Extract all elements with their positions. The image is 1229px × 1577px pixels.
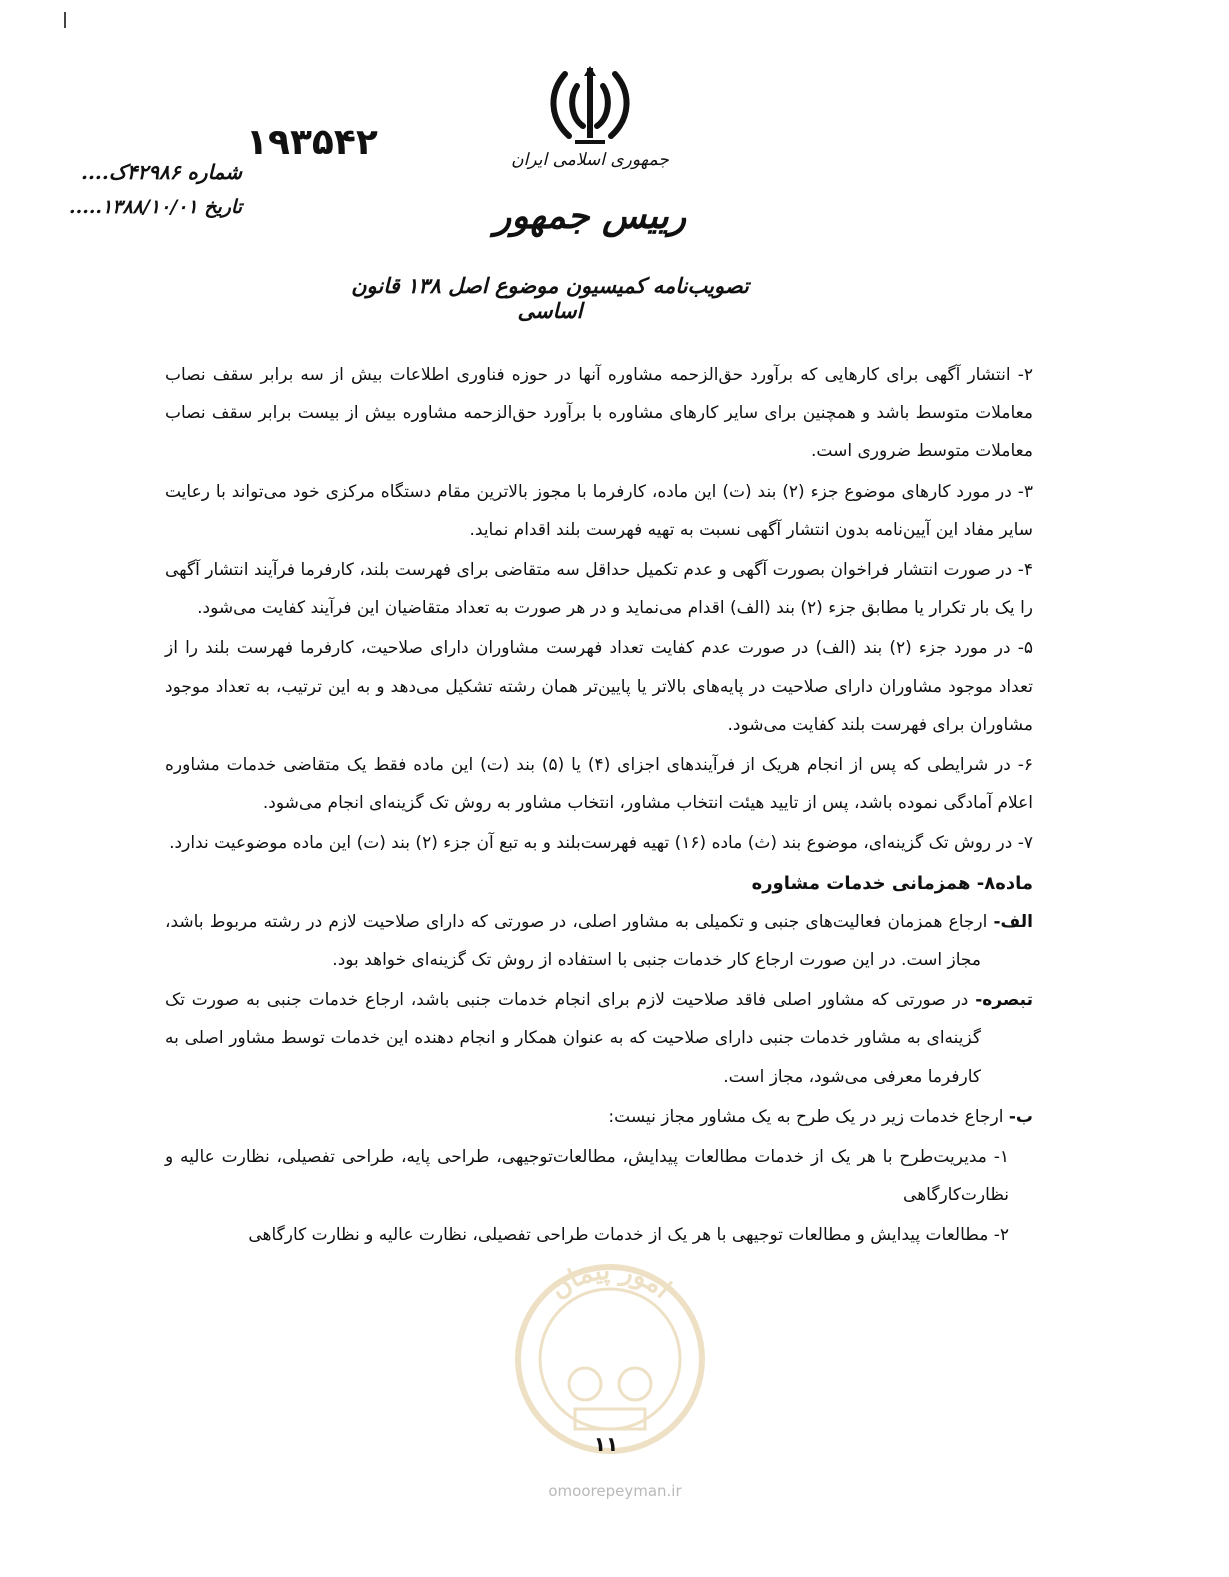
item-text: ۵- در مورد جزء (۲) بند (الف) در صورت عدم کفایت تعداد فهرست مشاوران دارای صلاحیت، کارفرما فهرست بلند را از تعداد موجود مشاوران دارای صلاحیت در پایه‌های بالاتر یا پایین‌تر همان رشته تشکیل می‌دهد و به این ترتیب، به تعداد موجود مشاوران برای فهرست بلند کفایت می‌شود. bbox=[165, 638, 1033, 735]
site-watermark[interactable]: omoorepeyman.ir bbox=[548, 1482, 682, 1500]
item-text: ۷- در روش تک گزینه‌ای، موضوع بند (ث) ماده (۱۶) تهیه فهرست‌بلند و به تبع آن جزء (۲) بند (ت) این ماده موضوعیت ندارد. bbox=[169, 833, 1033, 854]
item-text: ۲- انتشار آگهی برای کارهایی که برآورد حق‌الزحمه مشاوره آنها در حوزه فناوری اطلاعات بیش از سه برابر سقف نصاب معاملات متوسط باشد و همچنین برای سایر کارهای مشاوره با برآورد حق‌الزحمه مشاوره بیش از بیست برابر سقف نصاب معاملات متوسط ضروری است. bbox=[165, 365, 1033, 462]
article-heading: ماده۸- همزمانی خدمات مشاوره bbox=[751, 872, 1033, 894]
document-body bbox=[165, 356, 1033, 1257]
clause-label: ب- bbox=[1008, 1106, 1033, 1127]
clause-text: در صورتی که مشاور اصلی فاقد صلاحیت لازم برای انجام خدمات جنبی باشد، ارجاع خدمات جنبی به صورت تک گزینه‌ای به مشاور خدمات جنبی دارای صلاحیت که به عنوان همکار و انجام دهنده این خدمات توسط مشاور اصلی به کارفرما معرفی می‌شود، مجاز است. bbox=[165, 990, 981, 1087]
list-item bbox=[165, 356, 1033, 471]
clause-note bbox=[165, 981, 1033, 1096]
reference-date: تاریخ ۱۳۸۸/۱۰/۰۱..... bbox=[68, 196, 242, 218]
clause-label: تبصره- bbox=[975, 990, 1033, 1011]
clause-alef bbox=[165, 903, 1033, 979]
item-text: ۶- در شرایطی که پس از انجام هریک از فرآیندهای اجزای (۴) یا (۵) بند (ت) این ماده فقط یک متقاضی خدمات مشاوره اعلام آمادگی نموده باشد، پس از تایید هیئت انتخاب مشاور، انتخاب مشاور به روش تک گزینه‌ای انجام می‌شود. bbox=[165, 755, 1034, 814]
page-number: ۱۱ bbox=[593, 1432, 619, 1456]
list-item bbox=[165, 824, 1033, 862]
item-text: ۴- در صورت انتشار فراخوان بصورت آگهی و عدم تکمیل حداقل سه متقاضی برای فهرست بلند، کارفرما فرآیند انتشار آگهی را یک بار تکرار یا مطابق جزء (۲) بند (الف) اقدام می‌نماید و در هر صورت به تعداد متقاضیان این فرآیند کفایت می‌شود. bbox=[165, 560, 1033, 619]
item-text: ۲- مطالعات پیدایش و مطالعات توجیهی با هر یک از خدمات طراحی تفصیلی، نظارت عالیه و نظارت کارگاهی bbox=[248, 1225, 1009, 1246]
clause-text: ارجاع همزمان فعالیت‌های جنبی و تکمیلی به مشاور اصلی، در صورتی که دارای صلاحیت لازم در رشته مربوط باشد، مجاز است. در این صورت ارجاع کار خدمات جنبی با استفاده از روش تک گزینه‌ای خواهد بود. bbox=[165, 911, 988, 971]
republic-title: جمهوری اسلامی ایران bbox=[511, 150, 669, 170]
margin-mark bbox=[64, 12, 66, 28]
reference-number: شماره ۴۲۹۸۶ک.... bbox=[81, 160, 242, 184]
list-item bbox=[165, 473, 1033, 549]
list-item bbox=[165, 746, 1033, 822]
list-item bbox=[165, 551, 1033, 627]
clause-text: ارجاع خدمات زیر در یک طرح به یک مشاور مجاز نیست: bbox=[608, 1106, 1004, 1127]
clause-be bbox=[165, 1098, 1033, 1136]
list-item bbox=[165, 1138, 1033, 1214]
watermark-text: امور پیمان bbox=[544, 1255, 677, 1305]
item-text: ۳- در مورد کارهای موضوع جزء (۲) بند (ت) این ماده، کارفرما با مجوز بالاترین مقام دستگاه مرکزی خود می‌تواند با رعایت سایر مفاد این آیین‌نامه بدون انتشار آگهی نسبت به تهیه فهرست بلند اقدام نماید. bbox=[165, 481, 1033, 540]
president-title: رییس جمهور bbox=[493, 195, 687, 237]
regulation-title: تصویب‌نامه کمیسیون موضوع اصل ۱۳۸ قانون اساسی bbox=[351, 273, 749, 323]
stamp-number: ۱۹۳۵۴۲ bbox=[246, 122, 378, 163]
clause-label: الف- bbox=[993, 911, 1034, 932]
item-text: ۱- مدیریت‌طرح با هر یک از خدمات مطالعات پیدایش، مطالعات‌توجیهی، طراحی پایه، طراحی تفصیلی، نظارت عالیه و نظارت‌کارگاهی bbox=[165, 1147, 1009, 1206]
svg-text:امور پیمان bbox=[545, 1256, 677, 1305]
iran-emblem-icon bbox=[545, 62, 635, 152]
list-item bbox=[165, 629, 1033, 744]
